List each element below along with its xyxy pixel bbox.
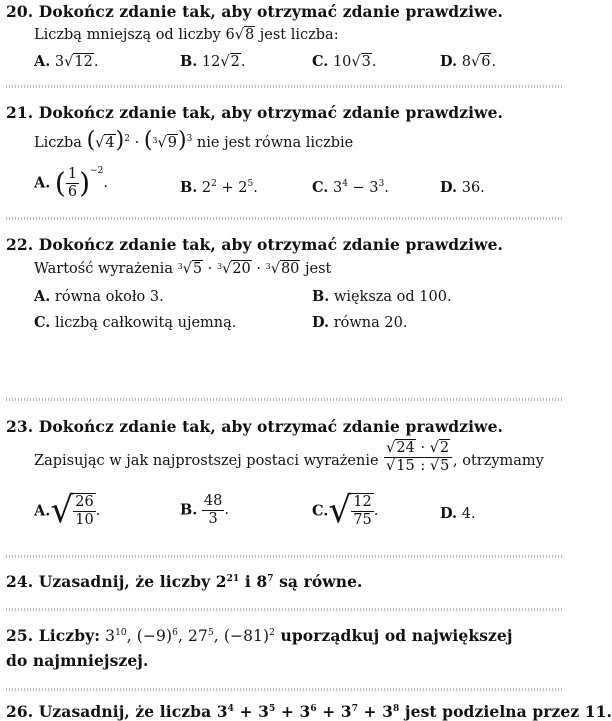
q22-option-a: A. równa około 3. [34, 288, 164, 305]
q22-option-c: C. liczbą całkowitą ujemną. [34, 314, 237, 331]
q23-stem-expression: $\frac{√24 \cdot √2}{√15 : √5}$ [384, 440, 452, 474]
q23-number: 23. [6, 417, 34, 436]
q22-stem-expr: $^3$√5 · $^3$√20 · $^3$√80 [177, 261, 300, 277]
separator [6, 85, 562, 88]
q23-title: Dokończ zdanie tak, aby otrzymać zdanie prawdziwe. [38, 417, 504, 436]
q20-title: Dokończ zdanie tak, aby otrzymać zdanie prawdziwe. [38, 2, 504, 21]
q25-line-1: 25. Liczby: $3^{10}$, $(-9)^6$, $27^5$, $(-81)^2$ uporządkuj od największej [6, 626, 513, 645]
separator [6, 398, 562, 401]
q22-title: Dokończ zdanie tak, aby otrzymać zdanie prawdziwe. [38, 235, 504, 254]
q23-stem-text: Zapisując w jak najprostszej postaci wyrażenie [34, 453, 379, 469]
q20-option-a: A. 3√12. [34, 53, 99, 70]
q20-stem-prefix: Liczbą mniejszą od liczby [34, 27, 221, 43]
q20-stem-expr: 6√8 [225, 27, 255, 43]
separator [6, 217, 562, 220]
q26-text: 26. Uzasadnij, że liczba $3^4 + 3^5 + 3^6 + 3^7 + 3^8$ jest podzielna przez 11. [6, 702, 612, 721]
q20-option-d: D. 8√6. [440, 53, 497, 70]
q20-option-b: B. 12√2. [180, 53, 246, 70]
separator [6, 555, 562, 558]
q21-title: Dokończ zdanie tak, aby otrzymać zdanie prawdziwe. [38, 103, 504, 122]
q24-text: 24. Uzasadnij, że liczby $2^{21}$ i $8^7$ są równe. [6, 572, 363, 591]
q23-heading [6, 417, 503, 436]
q23-option-d: D. 4. [440, 505, 476, 522]
q25-line-2: do najmniejszej. [6, 651, 149, 670]
q21-option-b: B. $2^2 + 2^5$. [180, 179, 258, 196]
q21-heading [6, 103, 503, 122]
q21-stem: Liczba $(√4)^2 \cdot (^3√9)^3$ nie jest równa liczbie [34, 128, 354, 153]
q22-option-b: B. większa od 100. [312, 288, 452, 305]
separator [6, 608, 562, 611]
q21-option-a: A. ( $\frac{1}{6}$ )$^{-2}$. [34, 166, 108, 200]
q21-number: 21. [6, 103, 34, 122]
q22-number: 22. [6, 235, 34, 254]
q20-number: 20. [6, 2, 34, 21]
q22-stem: Wartość wyrażenia $^3$√5 · $^3$√20 · $^3$√80 jest [34, 261, 332, 277]
q20-stem [34, 27, 339, 43]
q21-option-c: C. $3^4 - 3^3$. [312, 179, 389, 196]
q21-option-d: D. 36. [440, 179, 485, 196]
q23-option-b: B. $\frac{48}{3}$ . [180, 493, 229, 527]
q22-option-d: D. równa 20. [312, 314, 408, 331]
q20-option-c: C. 10√3. [312, 53, 377, 70]
q22-heading [6, 235, 503, 254]
q23-option-c: C.√ $\frac{12}{75}$ . [312, 490, 379, 531]
q20-stem-suffix: jest liczba: [259, 27, 339, 43]
q23-option-a: A.√ $\frac{26}{10}$ . [34, 490, 101, 531]
q21-stem-expr: $(√4)^2 \cdot (^3√9)^3$ [86, 128, 193, 153]
q20-heading [6, 2, 503, 21]
separator [6, 688, 562, 691]
q23-stem-suffix: , otrzymamy [453, 453, 544, 469]
